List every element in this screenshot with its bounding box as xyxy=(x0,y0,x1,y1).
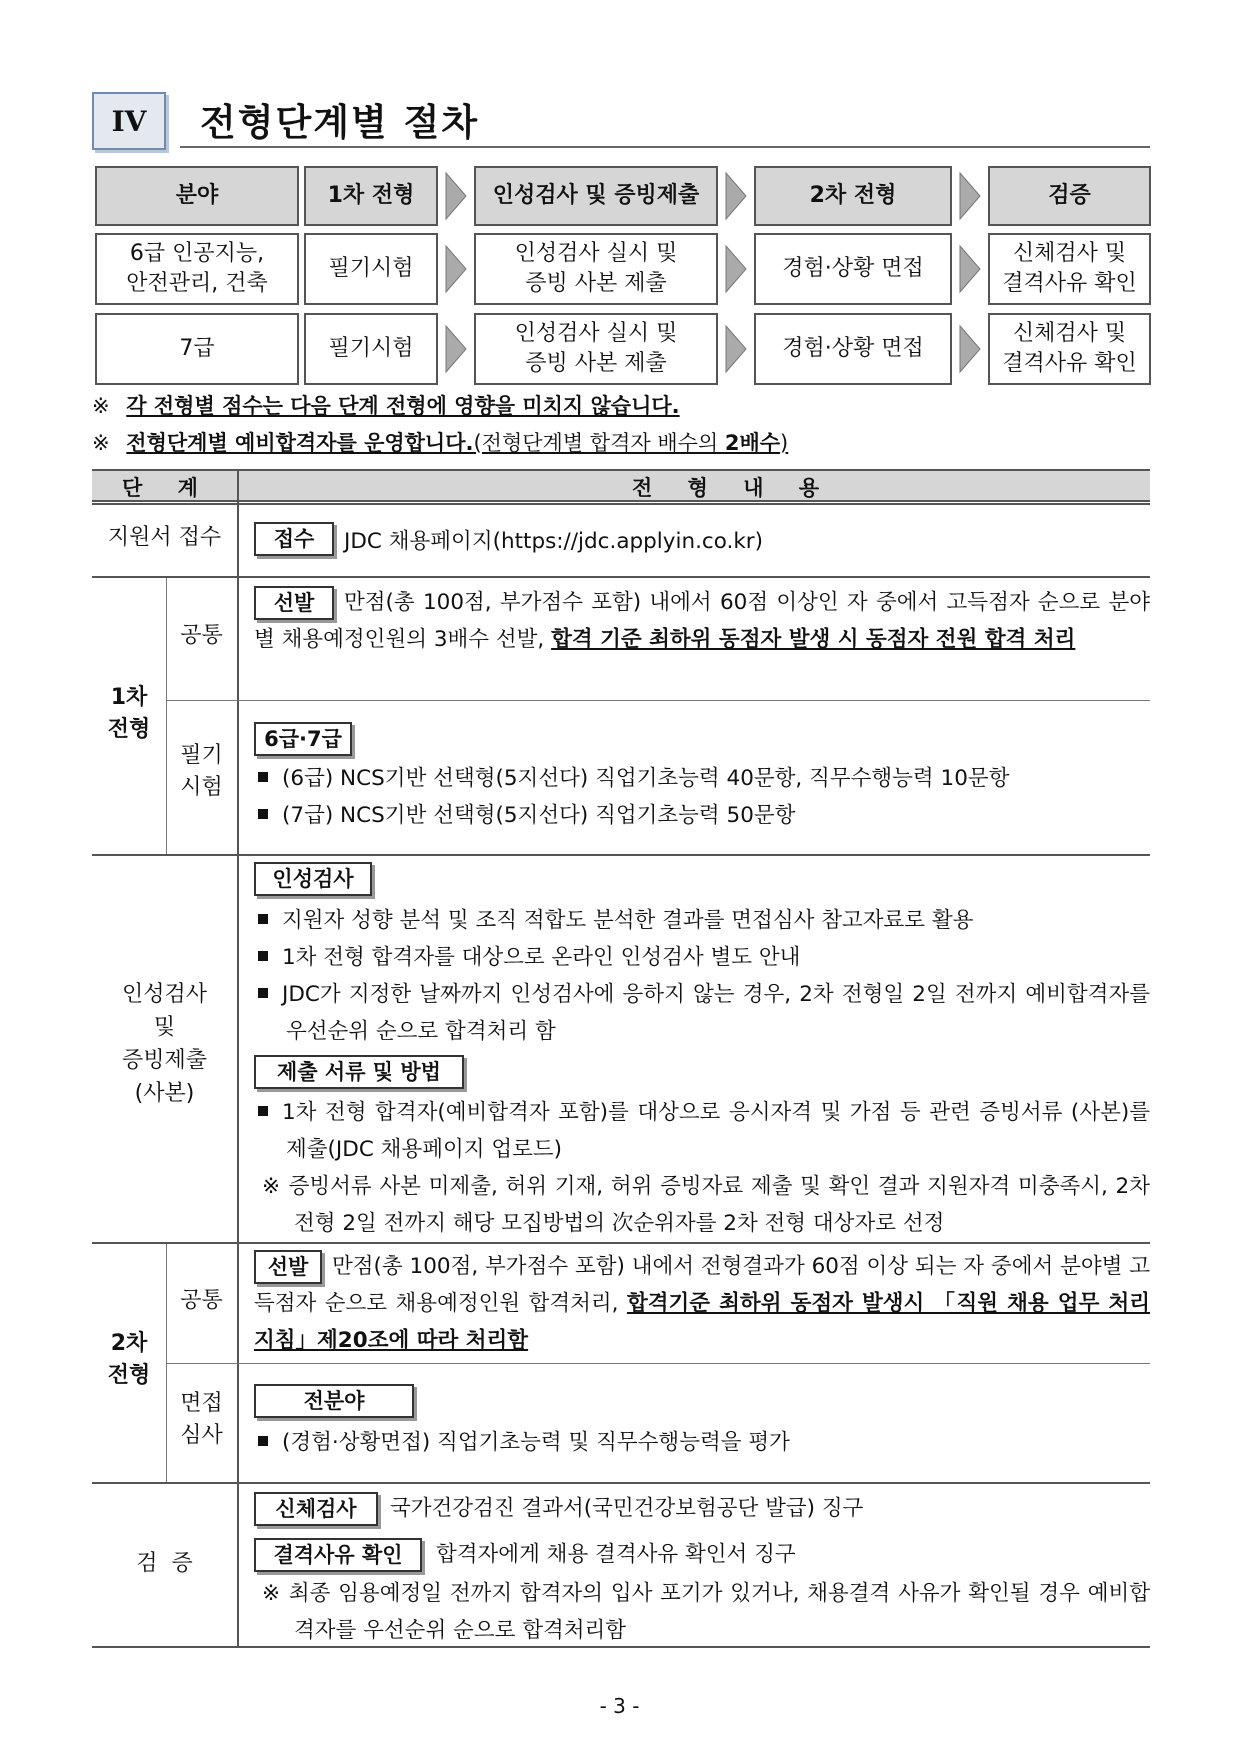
second-common-text: 만점(총 100점, 부가점수 포함) 내에서 전형결과가 60점 이상 되는 자 중에서 분야별 고득점자 순으로 채용예정인원 합격처리, 합격기준 최하위 동점자 발생시 「직원 채용 업무 처리지침」제20조에 따라 처리함 xyxy=(254,1254,1150,1353)
flow-arrow-icon xyxy=(958,324,982,374)
square-bullet-icon xyxy=(258,951,268,961)
flow-header-field: 분야 xyxy=(95,166,299,226)
tag-first-grade: 6급·7급 xyxy=(254,722,352,756)
square-bullet-icon xyxy=(258,809,268,819)
stage-second: 2차 전형 xyxy=(107,1331,151,1388)
flow-row2-field: 7급 xyxy=(95,313,299,385)
first-written-item: (6급) NCS기반 선택형(5지선다) 직업기초능력 40문항, 직무수행능력 10문항 xyxy=(254,760,1144,797)
first-common-text: 만점(총 100점, 부가점수 포함) 내에서 60점 이상인 자 중에서 고득점자 순으로 분야별 채용예정인원의 3배수 선발, 합격 기준 최하위 동점자 발생 시 동점자 전원 합격 처리 xyxy=(254,590,1150,652)
flow-arrow-icon xyxy=(958,171,982,221)
flow-arrow-icon xyxy=(444,244,468,294)
first-written-item: (7급) NCS기반 선택형(5지선다) 직업기초능력 50문항 xyxy=(254,797,1144,834)
tag-second-select: 선발 xyxy=(254,1250,322,1284)
apply-text: JDC 채용페이지(https://jdc.applyin.co.kr) xyxy=(344,529,764,554)
verify-text-2: 합격자에게 채용 결격사유 확인서 징구 xyxy=(436,1542,796,1567)
flow-arrow-icon xyxy=(724,244,748,294)
tag-first-select: 선발 xyxy=(254,586,334,620)
personality-item: JDC가 지정한 날짜까지 인성검사에 응하지 않는 경우, 2차 전형일 2일 전까지 예비합격자를 우선순위 순으로 합격처리 함 xyxy=(254,976,1150,1050)
tag-physical-exam: 신체검사 xyxy=(254,1492,378,1526)
flow-row1-first: 필기시험 xyxy=(304,233,438,305)
table-header-content: 전 형 내 용 xyxy=(632,476,834,500)
flow-row2-personality: 인성검사 실시 및 증빙 사본 제출 xyxy=(474,313,718,385)
flow-row1-verify: 신체검사 및 결격사유 확인 xyxy=(988,233,1151,305)
tag-personality-test: 인성검사 xyxy=(254,862,372,896)
flow-arrow-icon xyxy=(958,244,982,294)
square-bullet-icon xyxy=(258,1436,268,1446)
square-bullet-icon xyxy=(258,914,268,924)
note-mark: ※ xyxy=(92,431,110,455)
verify-text-1: 국가건강검진 결과서(국민건강보험공단 발급) 징구 xyxy=(390,1496,864,1521)
first-common-bold: 합격 기준 최하위 동점자 발생 시 동점자 전원 합격 처리 xyxy=(551,627,1076,652)
stage-first: 1차 전형 xyxy=(107,685,151,742)
note-reserve-rest: (전형단계별 합격자 배수의 xyxy=(473,431,725,455)
note-reserve-end: ) xyxy=(780,431,789,455)
flow-row2-first: 필기시험 xyxy=(304,313,438,385)
interview-item: (경험·상황면접) 직업기초능력 및 직무수행능력을 평가 xyxy=(254,1424,1144,1461)
flow-arrow-icon xyxy=(444,171,468,221)
personality-item: 지원자 성향 분석 및 조직 적합도 분석한 결과를 면접심사 참고자료로 활용 xyxy=(254,902,1144,939)
stage-apply: 지원서 접수 xyxy=(107,525,222,550)
flow-row2-verify: 신체검사 및 결격사유 확인 xyxy=(988,313,1151,385)
flow-header-personality: 인성검사 및 증빙제출 xyxy=(474,166,718,226)
tag-all-fields: 전분야 xyxy=(254,1384,414,1418)
first-common-label: 공통 xyxy=(180,623,223,648)
flow-arrow-icon xyxy=(724,324,748,374)
note-reserve-bold: 전형단계별 예비합격자를 운영합니다. xyxy=(126,431,474,455)
submission-item: 1차 전형 합격자(예비합격자 포함)를 대상으로 응시자격 및 가점 등 관련 증빙서류 (사본)를 제출(JDC 채용페이지 업로드) xyxy=(254,1094,1150,1168)
note-score xyxy=(92,390,680,420)
note-mark: ※ xyxy=(92,394,110,418)
flow-row2-second: 경험·상황 면접 xyxy=(754,313,952,385)
table-header xyxy=(92,470,1150,500)
section-number: IV xyxy=(92,92,166,150)
note-reserve xyxy=(92,427,788,457)
section-title-underline xyxy=(180,146,1150,148)
note-reserve-multiple: 2배수 xyxy=(724,431,781,455)
note-mark: ※ xyxy=(262,1174,281,1199)
personality-item: 1차 전형 합격자를 대상으로 온라인 인성검사 별도 안내 xyxy=(254,939,1144,976)
tag-submission: 제출 서류 및 방법 xyxy=(254,1055,464,1089)
note-mark: ※ xyxy=(262,1581,281,1606)
flow-row1-second: 경험·상황 면접 xyxy=(754,233,952,305)
submission-note: ※ 증빙서류 사본 미제출, 허위 기재, 허위 증빙자료 제출 및 확인 결과 지원자격 미충족시, 2차 전형 2일 전까지 해당 모집방법의 次순위자를 2차 전형 대상자로 선정 xyxy=(262,1174,1150,1236)
section-title: 전형단계별 절차 xyxy=(200,101,480,144)
stage-personality: 인성검사 및 증빙제출 (사본) xyxy=(121,982,207,1106)
square-bullet-icon xyxy=(258,772,268,782)
square-bullet-icon xyxy=(258,988,268,998)
flow-arrow-icon xyxy=(444,324,468,374)
stage-verify: 검 증 xyxy=(136,1551,193,1576)
flow-arrow-icon xyxy=(724,171,748,221)
tag-apply: 접수 xyxy=(254,522,334,556)
table-header-stage: 단 계 xyxy=(122,476,212,500)
second-common-bold: 합격기준 최하위 동점자 발생시 「직원 채용 업무 처리지침」제20조에 따라 처리함 xyxy=(254,1291,1150,1353)
flow-header-verify: 검증 xyxy=(988,166,1151,226)
flow-row1-personality: 인성검사 실시 및 증빙 사본 제출 xyxy=(474,233,718,305)
first-written-label: 필기 시험 xyxy=(180,743,223,800)
tag-disqualification: 결격사유 확인 xyxy=(254,1538,422,1572)
square-bullet-icon xyxy=(258,1106,268,1116)
page-number: - 3 - xyxy=(599,1694,640,1718)
second-common-label: 공통 xyxy=(180,1288,223,1313)
second-interview-label: 면접 심사 xyxy=(180,1391,223,1448)
note-score-text: 각 전형별 점수는 다음 단계 전형에 영향을 미치지 않습니다. xyxy=(126,394,680,418)
verify-note: ※ 최종 임용예정일 전까지 합격자의 입사 포기가 있거나, 채용결격 사유가 확인될 경우 예비합격자를 우선순위 순으로 합격처리함 xyxy=(262,1581,1151,1643)
flow-header-first: 1차 전형 xyxy=(304,166,438,226)
flow-row1-field: 6급 인공지능, 안전관리, 건축 xyxy=(95,233,299,305)
flow-header-second: 2차 전형 xyxy=(754,166,952,226)
